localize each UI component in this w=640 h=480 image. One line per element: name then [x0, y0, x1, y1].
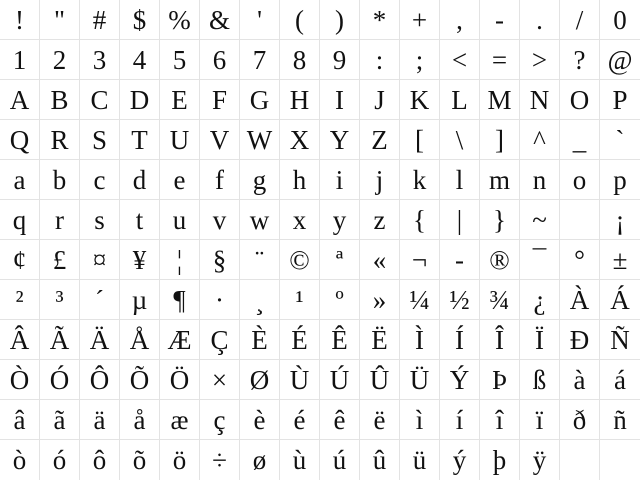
glyph-cell[interactable]: û [360, 440, 400, 480]
glyph-cell[interactable]: â [0, 400, 40, 440]
glyph-cell[interactable]: ¶ [160, 280, 200, 320]
glyph-cell[interactable]: 7 [240, 40, 280, 80]
glyph-cell[interactable]: o [560, 160, 600, 200]
glyph-cell[interactable]: y [320, 200, 360, 240]
glyph-cell[interactable]: à [560, 360, 600, 400]
glyph-cell[interactable]: ¹ [280, 280, 320, 320]
glyph-cell[interactable]: v [200, 200, 240, 240]
glyph-cell[interactable]: õ [120, 440, 160, 480]
glyph-cell[interactable]: ñ [613, 405, 627, 435]
glyph-cell[interactable]: ÷ [200, 440, 240, 480]
glyph-cell[interactable]: + [400, 0, 440, 40]
glyph-cell[interactable]: Ý [440, 360, 480, 400]
glyph-cell[interactable]: ò [0, 440, 40, 480]
glyph-cell[interactable]: ¨ [240, 240, 280, 280]
glyph-cell[interactable]: ¾ [480, 280, 520, 320]
glyph-cell[interactable]: p [613, 165, 627, 195]
glyph-cell[interactable]: ß [520, 360, 560, 400]
glyph-cell[interactable]: . [520, 0, 560, 40]
glyph-cell[interactable]: " [40, 0, 80, 40]
glyph-cell[interactable]: Ø [240, 360, 280, 400]
glyph-cell[interactable]: Á [610, 285, 630, 315]
glyph-cell[interactable]: £ [40, 240, 80, 280]
glyph-cell[interactable]: ´ [80, 280, 120, 320]
glyph-cell[interactable]: ( [280, 0, 320, 40]
glyph-cell[interactable]: î [480, 400, 520, 440]
glyph-cell[interactable]: ~ [520, 200, 560, 240]
glyph-cell[interactable]: » [360, 280, 400, 320]
charmap-row-3 [0, 80, 640, 120]
glyph-cell[interactable]: ` [615, 125, 625, 155]
glyph-cell[interactable]: F [200, 80, 240, 120]
glyph-cell[interactable]: í [440, 400, 480, 440]
glyph-cell[interactable]: Â [0, 320, 40, 360]
glyph-cell[interactable]: l [440, 160, 480, 200]
glyph-cell[interactable]: Ó [40, 360, 80, 400]
glyph-cell[interactable]: ¤ [80, 240, 120, 280]
glyph-cell[interactable]: Ë [360, 320, 400, 360]
glyph-cell[interactable]: ¼ [400, 280, 440, 320]
glyph-cell[interactable]: u [160, 200, 200, 240]
charmap-row-11 [0, 400, 640, 440]
glyph-cell[interactable]: ã [40, 400, 80, 440]
glyph-cell[interactable]: ¡ [615, 205, 625, 235]
glyph-cell[interactable]: ? [560, 40, 600, 80]
glyph-cell[interactable]: z [360, 200, 400, 240]
glyph-cell[interactable]: 6 [200, 40, 240, 80]
glyph-cell[interactable]: V [200, 120, 240, 160]
glyph-cell[interactable]: N [520, 80, 560, 120]
glyph-cell[interactable]: ü [400, 440, 440, 480]
glyph-cell[interactable]: ø [240, 440, 280, 480]
glyph-cell[interactable]: ] [480, 120, 520, 160]
charmap-row-5 [0, 160, 640, 200]
glyph-cell[interactable]: É [280, 320, 320, 360]
glyph-cell[interactable]: 0 [613, 5, 627, 35]
glyph-cell[interactable]: 3 [80, 40, 120, 80]
glyph-cell[interactable]: Ô [80, 360, 120, 400]
glyph-cell[interactable]: Ü [400, 360, 440, 400]
glyph-cell[interactable]: : [360, 40, 400, 80]
glyph-cell[interactable]: Ð [560, 320, 600, 360]
glyph-cell[interactable]: © [280, 240, 320, 280]
glyph-cell[interactable]: 2 [40, 40, 80, 80]
glyph-cell[interactable]: ; [400, 40, 440, 80]
glyph-cell[interactable]: Ç [200, 320, 240, 360]
glyph-cell[interactable]: ¸ [240, 280, 280, 320]
glyph-cell[interactable]: ° [560, 240, 600, 280]
glyph-cell[interactable]: E [160, 80, 200, 120]
glyph-cell[interactable]: % [160, 0, 200, 40]
glyph-cell[interactable]: a [0, 160, 40, 200]
glyph-cell[interactable]: È [240, 320, 280, 360]
glyph-cell[interactable]: i [320, 160, 360, 200]
glyph-cell[interactable]: Ï [520, 320, 560, 360]
glyph-cell[interactable]: ½ [440, 280, 480, 320]
glyph-cell[interactable]: D [120, 80, 160, 120]
glyph-cell[interactable]: § [200, 240, 240, 280]
glyph-cell[interactable]: M [480, 80, 520, 120]
glyph-cell[interactable]: Ù [280, 360, 320, 400]
glyph-cell[interactable]: B [40, 80, 80, 120]
glyph-cell[interactable]: [ [400, 120, 440, 160]
charmap-row-10 [0, 360, 640, 400]
glyph-cell[interactable]: h [280, 160, 320, 200]
glyph-cell[interactable]: I [320, 80, 360, 120]
glyph-cell[interactable]: ± [612, 245, 628, 275]
glyph-cell[interactable]: \ [440, 120, 480, 160]
glyph-cell[interactable]: _ [560, 120, 600, 160]
glyph-cell[interactable]: K [400, 80, 440, 120]
glyph-cell[interactable]: ¿ [520, 280, 560, 320]
glyph-cell[interactable]: > [520, 40, 560, 80]
glyph-cell[interactable]: W [240, 120, 280, 160]
glyph-cell[interactable]: 1 [0, 40, 40, 80]
glyph-cell[interactable]: ¦ [160, 240, 200, 280]
glyph-cell[interactable]: ý [440, 440, 480, 480]
glyph-cell[interactable]: r [40, 200, 80, 240]
glyph-cell[interactable]: , [440, 0, 480, 40]
glyph-cell[interactable]: ú [320, 440, 360, 480]
glyph-cell[interactable]: J [360, 80, 400, 120]
glyph-cell[interactable]: ² [0, 280, 40, 320]
glyph-cell[interactable]: - [480, 0, 520, 40]
glyph-cell[interactable]: k [400, 160, 440, 200]
glyph-cell[interactable]: { [400, 200, 440, 240]
glyph-cell[interactable]: s [80, 200, 120, 240]
glyph-cell[interactable]: ù [280, 440, 320, 480]
glyph-cell[interactable]: q [0, 200, 40, 240]
glyph-cell[interactable]: x [280, 200, 320, 240]
glyph-cell[interactable]: ô [80, 440, 120, 480]
glyph-cell[interactable]: á [614, 365, 626, 395]
glyph-cell[interactable]: = [480, 40, 520, 80]
charmap-row-1 [0, 0, 640, 40]
glyph-cell[interactable]: ì [400, 400, 440, 440]
glyph-cell[interactable]: | [440, 200, 480, 240]
glyph-cell[interactable]: 4 [120, 40, 160, 80]
glyph-cell[interactable]: m [480, 160, 520, 200]
glyph-cell[interactable]: ª [320, 240, 360, 280]
glyph-cell[interactable]: & [200, 0, 240, 40]
glyph-cell[interactable]: Þ [480, 360, 520, 400]
glyph-cell[interactable]: T [120, 120, 160, 160]
glyph-cell[interactable]: Ä [80, 320, 120, 360]
glyph-cell[interactable]: Î [480, 320, 520, 360]
glyph-cell[interactable]: e [160, 160, 200, 200]
glyph-cell[interactable]: j [360, 160, 400, 200]
empty-cell [560, 200, 600, 240]
glyph-cell[interactable]: U [160, 120, 200, 160]
glyph-cell[interactable]: / [560, 0, 600, 40]
glyph-cell[interactable]: X [280, 120, 320, 160]
glyph-cell[interactable]: º [320, 280, 360, 320]
glyph-cell[interactable]: P [612, 85, 628, 115]
glyph-cell[interactable]: Y [320, 120, 360, 160]
glyph-cell[interactable]: ¬ [400, 240, 440, 280]
glyph-cell[interactable]: d [120, 160, 160, 200]
glyph-cell[interactable]: H [280, 80, 320, 120]
glyph-cell[interactable]: · [200, 280, 240, 320]
glyph-cell[interactable]: « [360, 240, 400, 280]
charmap-row-2 [0, 40, 640, 80]
empty-cell [560, 440, 600, 480]
charmap-row-7 [0, 240, 640, 280]
glyph-cell[interactable]: Æ [160, 320, 200, 360]
glyph-cell[interactable]: ¥ [120, 240, 160, 280]
glyph-cell[interactable]: Å [120, 320, 160, 360]
glyph-cell[interactable]: # [80, 0, 120, 40]
glyph-cell[interactable]: ³ [40, 280, 80, 320]
glyph-cell[interactable]: ' [240, 0, 280, 40]
glyph-cell[interactable]: Ò [0, 360, 40, 400]
glyph-cell[interactable]: C [80, 80, 120, 120]
glyph-cell[interactable]: å [120, 400, 160, 440]
glyph-cell[interactable]: $ [120, 0, 160, 40]
charmap-row-9 [0, 320, 640, 360]
glyph-cell[interactable]: w [240, 200, 280, 240]
charmap-row-8 [0, 280, 640, 320]
glyph-cell[interactable]: À [560, 280, 600, 320]
glyph-cell[interactable]: è [240, 400, 280, 440]
glyph-cell[interactable]: Õ [120, 360, 160, 400]
glyph-cell[interactable]: < [440, 40, 480, 80]
glyph-cell[interactable]: * [360, 0, 400, 40]
glyph-cell[interactable]: Û [360, 360, 400, 400]
glyph-cell[interactable]: ï [520, 400, 560, 440]
glyph-cell[interactable]: g [240, 160, 280, 200]
glyph-cell[interactable]: L [440, 80, 480, 120]
glyph-cell[interactable]: c [80, 160, 120, 200]
glyph-cell[interactable]: ) [320, 0, 360, 40]
glyph-cell[interactable]: æ [160, 400, 200, 440]
charmap-row-12 [0, 440, 640, 480]
glyph-cell[interactable]: ê [320, 400, 360, 440]
glyph-cell[interactable]: µ [120, 280, 160, 320]
charmap-row-6 [0, 200, 640, 240]
glyph-cell[interactable]: S [80, 120, 120, 160]
glyph-cell[interactable]: 8 [280, 40, 320, 80]
glyph-cell[interactable]: ÿ [520, 440, 560, 480]
empty-cell [600, 440, 640, 480]
glyph-cell[interactable]: ¢ [0, 240, 40, 280]
glyph-cell[interactable]: Ñ [610, 325, 630, 355]
glyph-cell[interactable]: @ [607, 45, 633, 75]
glyph-cell[interactable]: } [480, 200, 520, 240]
glyph-cell[interactable]: ð [560, 400, 600, 440]
glyph-cell[interactable]: Ö [160, 360, 200, 400]
charmap-row-4 [0, 120, 640, 160]
glyph-cell[interactable]: þ [480, 440, 520, 480]
glyph-cell[interactable]: é [280, 400, 320, 440]
glyph-cell[interactable]: R [40, 120, 80, 160]
glyph-cell[interactable]: Ê [320, 320, 360, 360]
glyph-cell[interactable]: ä [80, 400, 120, 440]
glyph-cell[interactable]: 5 [160, 40, 200, 80]
glyph-cell[interactable]: t [120, 200, 160, 240]
glyph-cell[interactable]: G [240, 80, 280, 120]
glyph-cell[interactable]: Ú [320, 360, 360, 400]
glyph-cell[interactable]: 9 [320, 40, 360, 80]
glyph-cell[interactable]: ç [200, 400, 240, 440]
glyph-cell[interactable]: × [200, 360, 240, 400]
glyph-cell[interactable]: Ì [400, 320, 440, 360]
glyph-cell[interactable]: b [40, 160, 80, 200]
glyph-cell[interactable]: ® [480, 240, 520, 280]
glyph-cell[interactable]: Q [0, 120, 40, 160]
glyph-cell[interactable]: n [520, 160, 560, 200]
glyph-cell[interactable]: ! [0, 0, 40, 40]
glyph-cell[interactable]: Í [440, 320, 480, 360]
glyph-cell[interactable]: ë [360, 400, 400, 440]
glyph-cell[interactable]: A [0, 80, 40, 120]
glyph-cell[interactable]: O [560, 80, 600, 120]
glyph-cell[interactable]: f [200, 160, 240, 200]
glyph-cell[interactable]: ¯ [520, 240, 560, 280]
glyph-cell[interactable]: ^ [520, 120, 560, 160]
glyph-cell[interactable]: ó [40, 440, 80, 480]
glyph-cell[interactable]: Ã [40, 320, 80, 360]
glyph-cell[interactable]: - [440, 240, 480, 280]
glyph-cell[interactable]: ö [160, 440, 200, 480]
glyph-cell[interactable]: Z [360, 120, 400, 160]
